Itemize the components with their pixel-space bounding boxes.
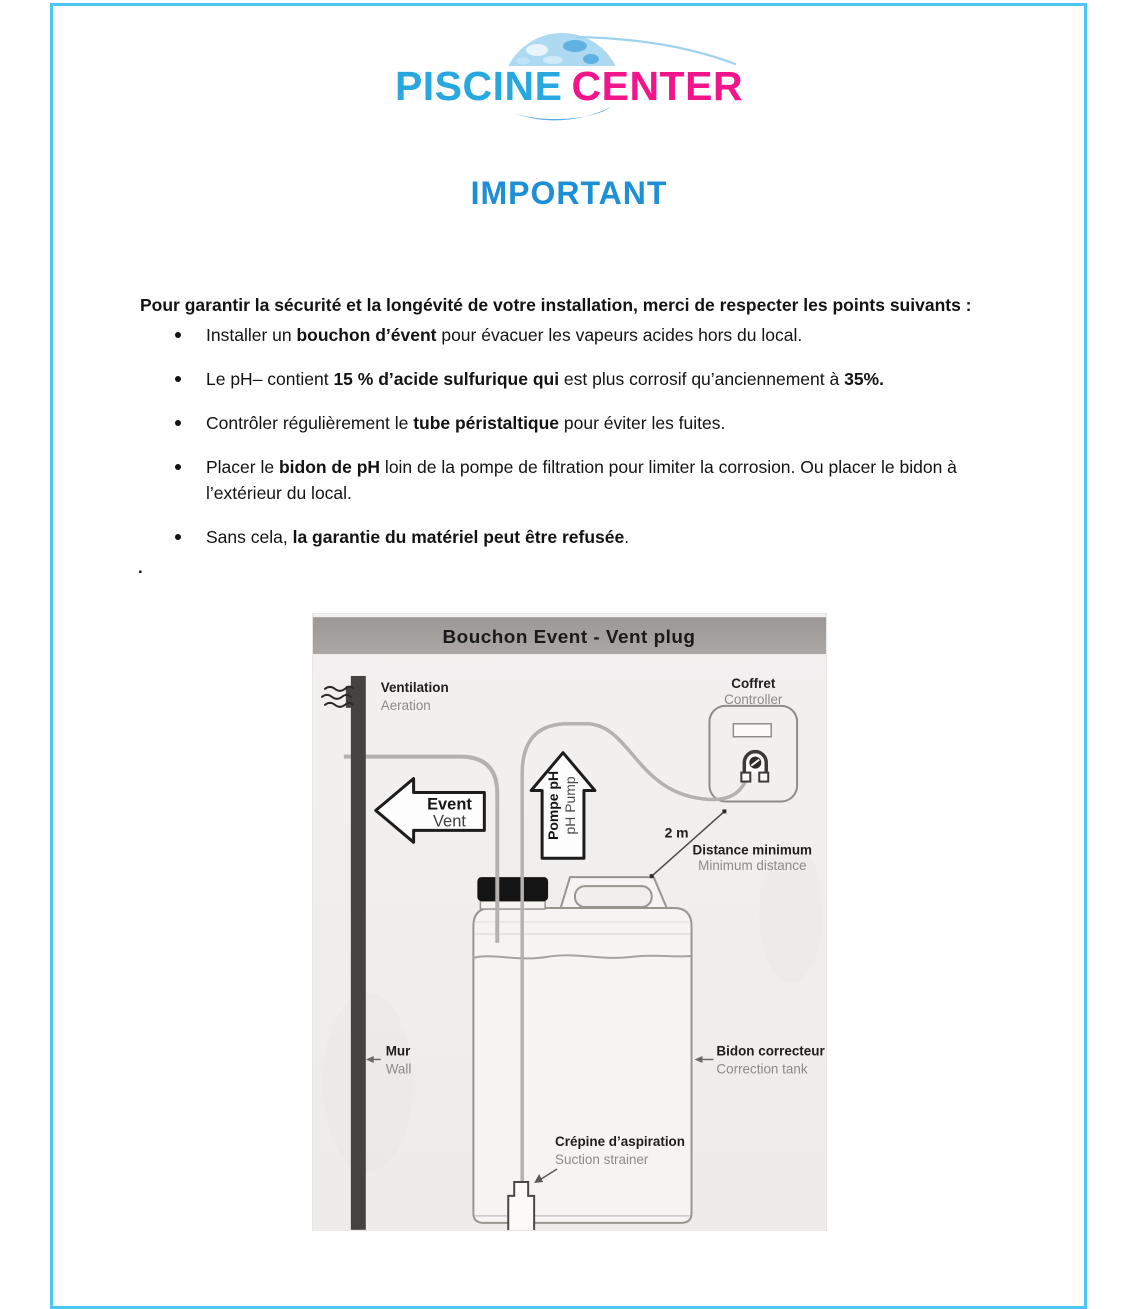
bullet-item: Contrôler régulièrement le tube péristaltique pour éviter les fuites. [172, 410, 1002, 436]
tank-neck [480, 901, 545, 909]
wall-label-en: Wall [385, 1061, 412, 1077]
strainer-label-en: Suction strainer [555, 1152, 649, 1168]
brand-logo [0, 30, 1138, 150]
bullet-item: Le pH– contient 15 % d’acide sulfurique qui est plus corrosif qu’anciennement à 35%. [172, 366, 1002, 392]
vent-plug-diagram-canvas [313, 614, 826, 1230]
vent-arrow-label-fr: Event [427, 795, 472, 814]
ph-pump-arrow-label-en: pH Pump [561, 776, 578, 835]
distance-label-fr: Distance minimum [692, 842, 813, 858]
wall [351, 676, 366, 1230]
ventilation-label-en: Aeration [380, 697, 431, 713]
bullet-item: Placer le bidon de pH loin de la pompe de filtration pour limiter la corrosion. Ou placer le bidon à l’extérieur du local. [172, 454, 1002, 506]
controller-label-fr: Coffret [731, 675, 776, 691]
ph-pump-arrow-label-fr: Pompe pH [545, 770, 562, 840]
tank-handle-hole [575, 886, 652, 907]
bullet-item: Installer un bouchon d’évent pour évacuer les vapeurs acides hors du local. [172, 322, 1002, 348]
bullet-item: Sans cela, la garantie du matériel peut être refusée. [172, 524, 1002, 550]
distance-value: 2 m [664, 824, 689, 841]
brand-name [0, 30, 1138, 142]
diagram-title: Bouchon Event - Vent plug [442, 627, 696, 649]
ventilation-label-fr: Ventilation [380, 679, 449, 695]
page-title: IMPORTANT [470, 175, 668, 211]
vent-plug-cap [477, 877, 548, 901]
controller-display [733, 724, 771, 737]
distance-label-en: Minimum distance [698, 858, 807, 874]
stray-period: . [138, 558, 143, 577]
vent-plug-diagram [312, 613, 827, 1231]
brand-name-center: CENTER [571, 63, 744, 109]
bullet-list [172, 322, 1002, 568]
vent-arrow-label-en: Vent [433, 812, 466, 831]
tank-label-fr: Bidon correcteur [716, 1043, 825, 1059]
controller-label-en: Controller [724, 691, 783, 707]
tank-label-en: Correction tank [716, 1061, 808, 1077]
strainer-label-fr: Crépine d’aspiration [555, 1134, 685, 1150]
intro-text: Pour garantir la sécurité et la longévité de votre installation, merci de respecter les points suivants : [140, 294, 972, 315]
wall-label-fr: Mur [385, 1043, 411, 1059]
brand-name-piscine: PISCINE [394, 63, 563, 109]
